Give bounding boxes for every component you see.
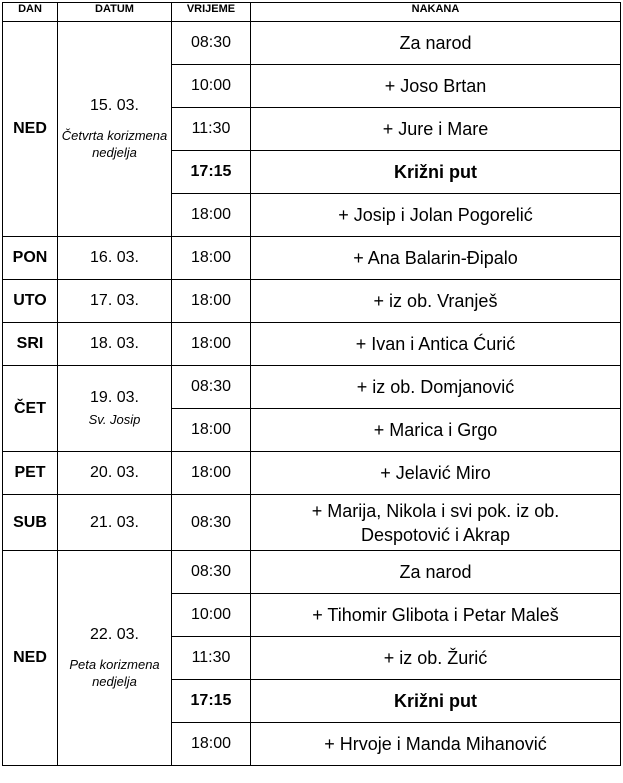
table-row: [3, 551, 621, 594]
mass-time: 18:00: [172, 409, 251, 452]
mass-time: 10:00: [172, 65, 251, 108]
mass-intention: Križni put: [251, 151, 621, 194]
table-row: [3, 280, 621, 323]
mass-intention: + Jelavić Miro: [251, 452, 621, 495]
day-date: 18. 03.: [58, 323, 172, 366]
mass-time: 17:15: [172, 680, 251, 723]
day-date-cell: [58, 366, 172, 452]
mass-time: 17:15: [172, 151, 251, 194]
mass-intention: + iz ob. Vranješ: [251, 280, 621, 323]
mass-time: 08:30: [172, 495, 251, 551]
mass-intention: Za narod: [251, 551, 621, 594]
mass-intention: + Jure i Mare: [251, 108, 621, 151]
table-row: [3, 495, 621, 551]
mass-intention: + Hrvoje i Manda Mihanović: [251, 723, 621, 766]
day-date: 22. 03.: [90, 626, 139, 643]
mass-intention: + Ivan i Antica Ćurić: [251, 323, 621, 366]
mass-intention: + Tihomir Glibota i Petar Maleš: [251, 594, 621, 637]
mass-intention: + Marija, Nikola i svi pok. iz ob. Despotović i Akrap: [251, 495, 621, 551]
day-date: 15. 03.: [90, 97, 139, 114]
table-row: [3, 22, 621, 65]
mass-intention: + iz ob. Domjanović: [251, 366, 621, 409]
mass-intention: + Ana Balarin-Đipalo: [251, 237, 621, 280]
mass-time: 10:00: [172, 594, 251, 637]
day-name: NED: [3, 551, 58, 766]
mass-time: 18:00: [172, 237, 251, 280]
day-date: 21. 03.: [58, 495, 172, 551]
day-date: 19. 03.: [90, 389, 139, 406]
mass-time: 18:00: [172, 194, 251, 237]
day-date-cell: [58, 22, 172, 237]
day-note: Četvrta korizmena nedjelja: [61, 128, 168, 160]
mass-time: 18:00: [172, 452, 251, 495]
header-row: [3, 3, 621, 22]
mass-intention: Križni put: [251, 680, 621, 723]
table-row: [3, 237, 621, 280]
mass-intention: + Marica i Grgo: [251, 409, 621, 452]
mass-time: 18:00: [172, 723, 251, 766]
mass-time: 18:00: [172, 323, 251, 366]
mass-intention: + Joso Brtan: [251, 65, 621, 108]
day-name: UTO: [3, 280, 58, 323]
table-row: [3, 323, 621, 366]
day-name: PET: [3, 452, 58, 495]
table-row: [3, 452, 621, 495]
header-nakana: NAKANA: [251, 3, 621, 22]
mass-time: 11:30: [172, 637, 251, 680]
mass-intention: + iz ob. Žurić: [251, 637, 621, 680]
mass-time: 08:30: [172, 22, 251, 65]
day-date: 17. 03.: [58, 280, 172, 323]
day-note: Peta korizmena nedjelja: [69, 657, 160, 689]
mass-time: 18:00: [172, 280, 251, 323]
day-name: PON: [3, 237, 58, 280]
day-name: SRI: [3, 323, 58, 366]
day-note: Sv. Josip: [88, 412, 141, 427]
header-dan: DAN: [3, 3, 58, 22]
table-row: [3, 366, 621, 409]
mass-time: 11:30: [172, 108, 251, 151]
mass-schedule-table: [2, 2, 621, 766]
mass-intention: Za narod: [251, 22, 621, 65]
header-datum: DATUM: [58, 3, 172, 22]
mass-intention: + Josip i Jolan Pogorelić: [251, 194, 621, 237]
day-name: ČET: [3, 366, 58, 452]
header-vrijeme: VRIJEME: [172, 3, 251, 22]
mass-time: 08:30: [172, 366, 251, 409]
day-date-cell: [58, 551, 172, 766]
day-name: SUB: [3, 495, 58, 551]
day-name: NED: [3, 22, 58, 237]
day-date: 16. 03.: [58, 237, 172, 280]
day-date: 20. 03.: [58, 452, 172, 495]
mass-time: 08:30: [172, 551, 251, 594]
